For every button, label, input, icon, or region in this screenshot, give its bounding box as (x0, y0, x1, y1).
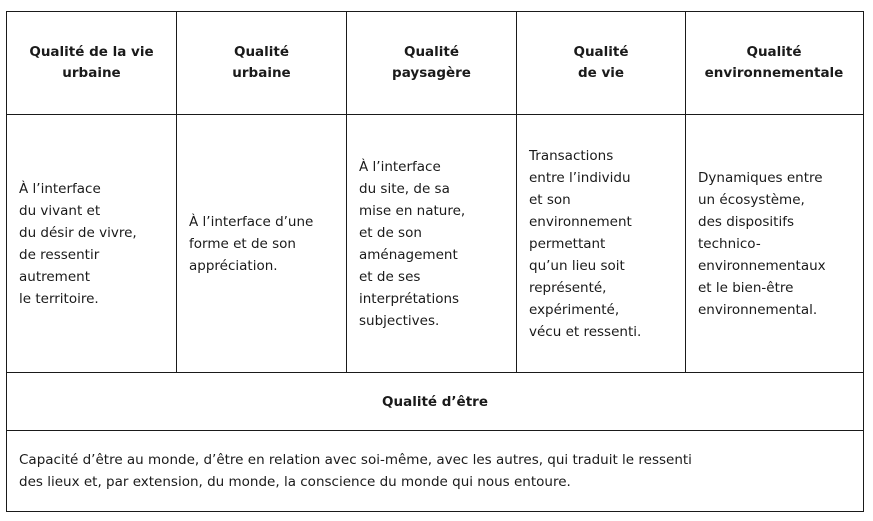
header-label: Qualité de vie (573, 44, 629, 81)
etre-title: Qualité d’être (382, 393, 488, 410)
description-text: À l’interface du vivant et du désir de vivre, de ressentir autrement le territoire. (19, 180, 137, 307)
description-cell-qualite-de-vie (517, 115, 686, 372)
description-row (7, 115, 863, 373)
header-label: Qualité paysagère (392, 44, 471, 81)
header-label: Qualité environnementale (704, 44, 844, 81)
header-cell-qualite-paysagere (347, 12, 517, 114)
quality-table (6, 11, 864, 512)
description-cell-qualite-paysagere (347, 115, 517, 372)
description-cell-qualite-vie-urbaine (7, 115, 177, 372)
etre-title-row (7, 373, 863, 431)
header-cell-qualite-urbaine (177, 12, 347, 114)
description-text: Transactions entre l’individu et son environnement permettant qu’un lieu soit représenté, expérimenté, vécu et ressenti. (529, 147, 642, 340)
description-cell-qualite-environnementale (686, 115, 862, 372)
description-cell-qualite-urbaine (177, 115, 347, 372)
description-text: À l’interface du site, de sa mise en nature, et de son aménagement et de ses interprétations subjectives. (359, 158, 466, 329)
header-cell-qualite-vie-urbaine (7, 12, 177, 114)
header-row (7, 12, 863, 115)
etre-description: Capacité d’être au monde, d’être en relation avec soi-même, avec les autres, qui traduit le ressenti des lieux et, par extension, du monde, la conscience du monde qui nous entoure. (19, 452, 692, 490)
header-label: Qualité urbaine (232, 44, 291, 81)
description-text: À l’interface d’une forme et de son appréciation. (189, 213, 314, 274)
header-cell-qualite-environnementale (686, 12, 862, 114)
header-cell-qualite-de-vie (517, 12, 686, 114)
header-label: Qualité de la vie urbaine (29, 44, 154, 81)
etre-description-row (7, 431, 863, 511)
description-text: Dynamiques entre un écosystème, des dispositifs technico- environnementaux et le bien-être environnemental. (698, 169, 826, 318)
